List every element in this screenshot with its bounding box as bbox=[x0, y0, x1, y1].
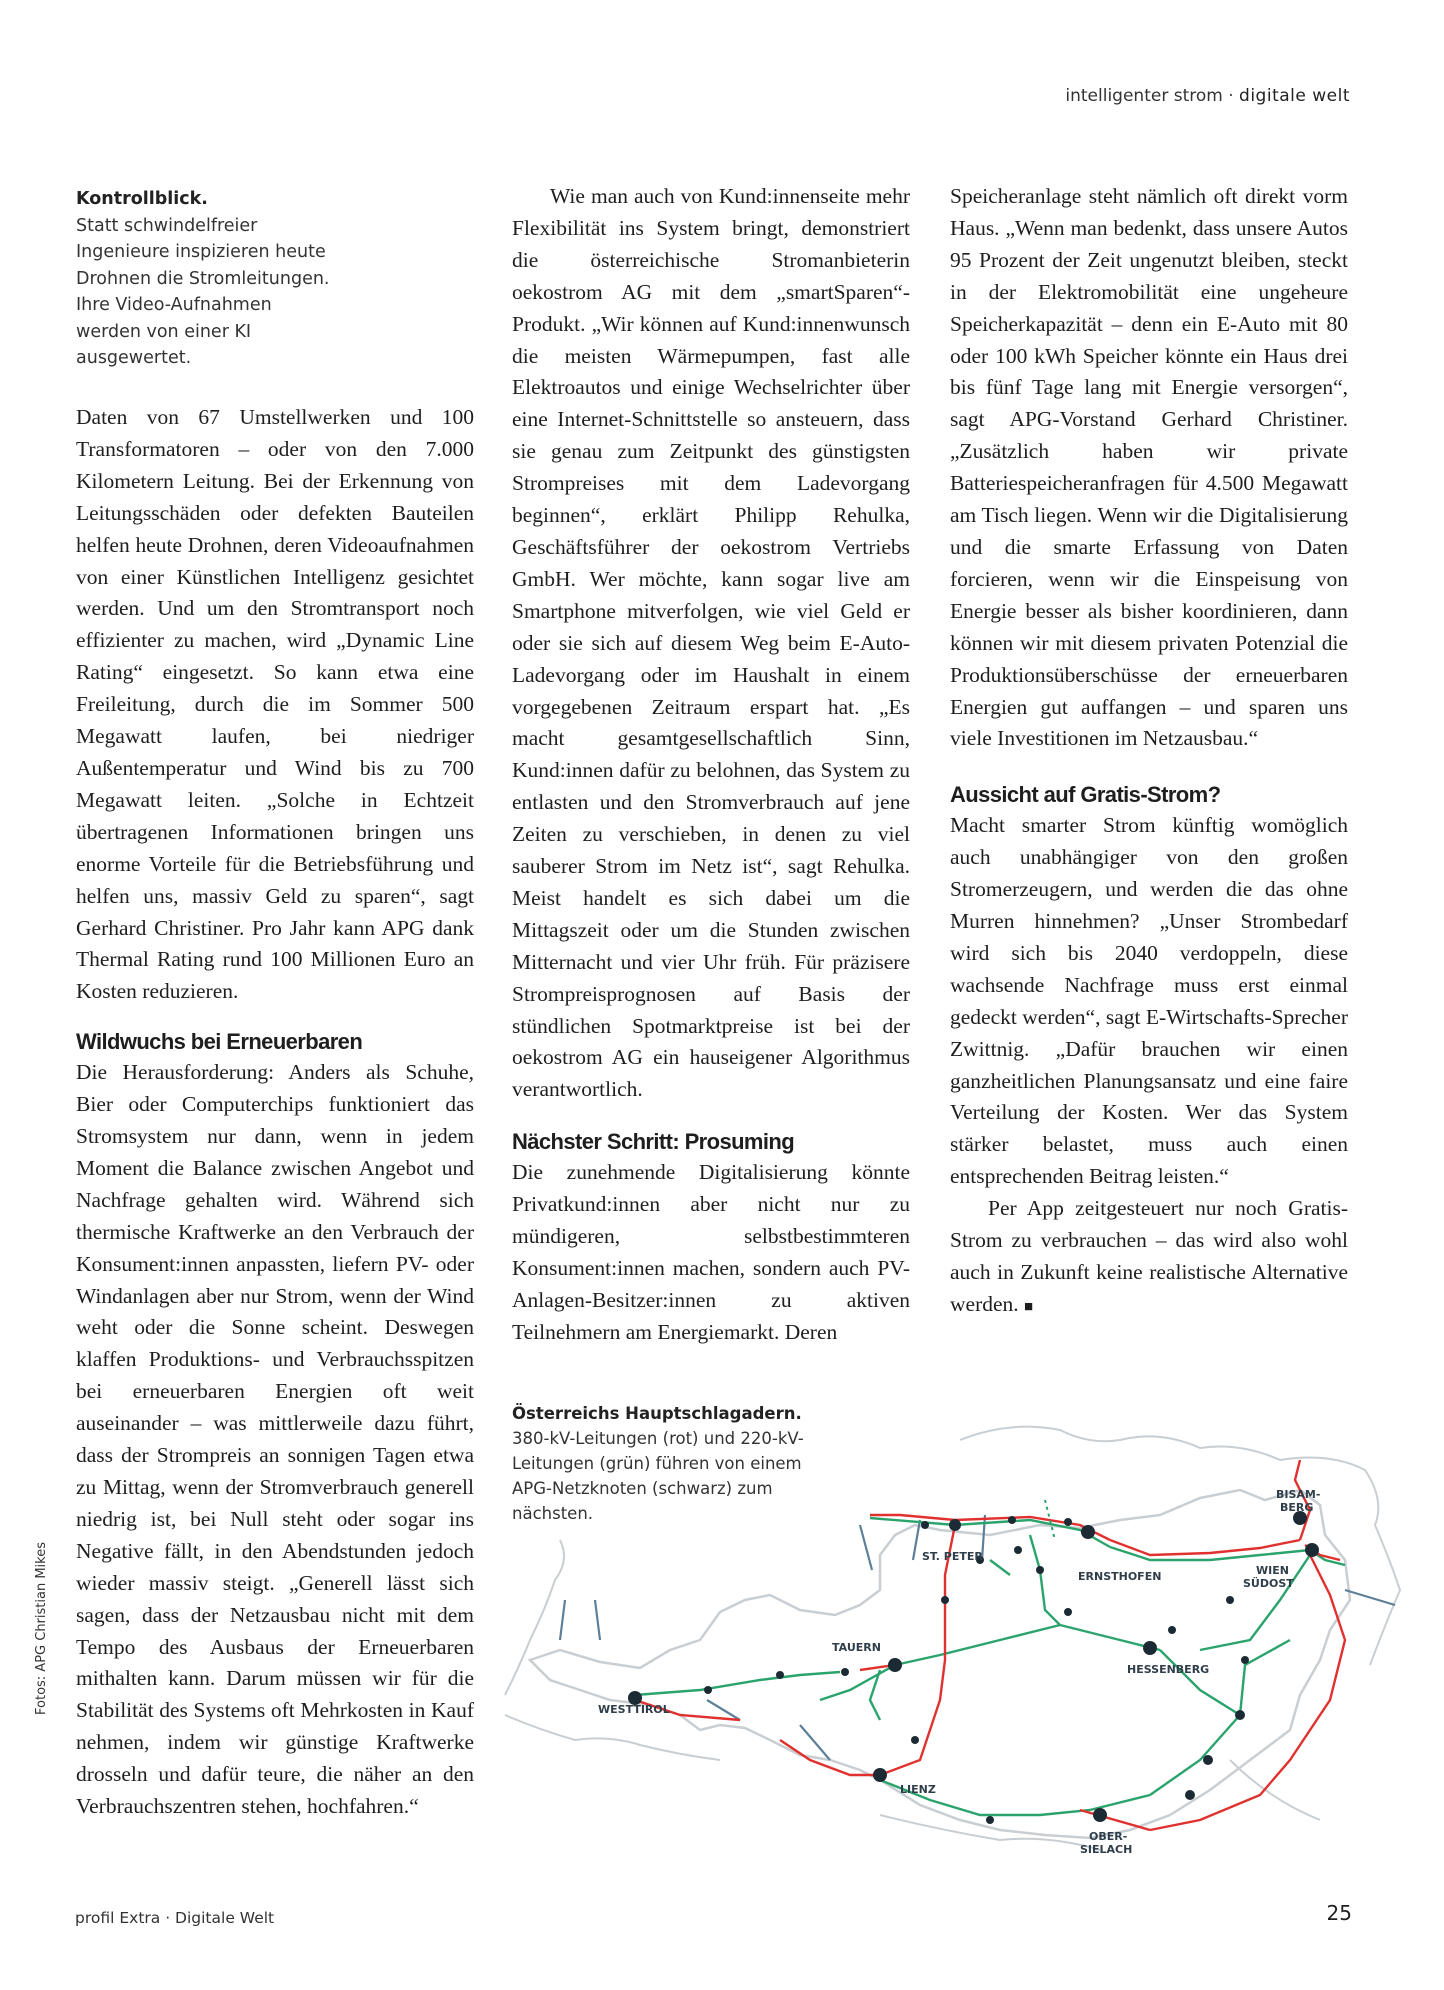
end-mark: ■ bbox=[1024, 1298, 1034, 1315]
subheading: Wildwuchs bei Erneuerbaren bbox=[76, 1029, 363, 1055]
grid-node bbox=[941, 1596, 949, 1604]
label-ernsthofen: ERNSTHOFEN bbox=[1078, 1570, 1162, 1583]
label-obersielach: OBER- bbox=[1089, 1830, 1128, 1843]
section-label: intelligenter strom bbox=[1065, 86, 1223, 106]
map-caption-text: 380-kV-Leitungen (rot) und 220-kV-Leitungen (grün) führen von einem APG-Netzknoten (schwarz) zum nächsten. bbox=[512, 1429, 804, 1523]
running-header bbox=[1065, 86, 1350, 106]
label-bisamberg-2: BERG bbox=[1280, 1501, 1314, 1514]
paragraph: Die zunehmende Digitalisierung könnte Privatkund:innen aber nicht nur zu mündigeren, selbstbestimmteren Konsument:innen machen, sondern auch PV-Anlagen-Besitzer:innen zu aktiven Teilnehmern am Energiemarkt. Deren bbox=[512, 1160, 910, 1344]
subheading: Aussicht auf Gratis-Strom? bbox=[950, 782, 1221, 808]
map-caption-title: Österreichs Hauptschlagadern. bbox=[512, 1404, 802, 1423]
node-ernsthofen bbox=[1081, 1525, 1095, 1539]
label-wien: WIEN bbox=[1256, 1564, 1289, 1577]
node-hessenberg bbox=[1143, 1641, 1157, 1655]
grid-map bbox=[500, 1395, 1410, 1885]
article-column-3 bbox=[950, 181, 1348, 1324]
kv220-lines bbox=[635, 1518, 1345, 1815]
label-hessenberg: HESSENBERG bbox=[1127, 1663, 1210, 1676]
paragraph: Die Herausforderung: Anders als Schuhe, Bier oder Computerchips funktioniert das Stromsystem nur dann, wenn in jedem Moment die Balance zwischen Angebot und Nachfrage gehalten wird. Während sich thermische Kraftwerke an den Verbrauch der Konsument:innen anpassten, liefern PV- oder Windanlagen aber nur Strom, wenn der Wind weht oder die Sonne scheint. Deswegen klaffen Produktions- und Verbrauchsspitzen bei erneuerbaren Energien oft weit auseinander – was mittlerweile dazu führt, dass der Strompreis an sonnigen Tagen etwa zu Mittag, wenn der Stromverbrauch generell niedrig ist, bei Null steht oder sogar ins Negative fällt, in den Abendstunden jedoch wieder massiv steigt. „Generell lässt sich sagen, dass der Netzausbau nicht mit dem Tempo des Ausbaus der Erneuerbaren mithalten kann. Darum müssen wir für die Stabilität des Systems oft Mehrkosten in Kauf nehmen, indem wir günstige Kraftwerke drosseln und dafür teure, die näher an den Verbrauchszentren stehen, hochfahren.“ bbox=[76, 1060, 474, 1819]
photo-caption bbox=[76, 186, 338, 372]
grid-node bbox=[704, 1686, 712, 1694]
map-labels bbox=[598, 1488, 1320, 1856]
grid-node bbox=[1185, 1790, 1195, 1800]
label-lienz: LIENZ bbox=[900, 1783, 936, 1796]
label-obersielach-2: SIELACH bbox=[1080, 1843, 1133, 1856]
label-bisamberg: BISAM- bbox=[1276, 1488, 1321, 1501]
grid-node bbox=[921, 1521, 929, 1529]
grid-node bbox=[986, 1816, 994, 1824]
photo-caption-title: Kontrollblick. bbox=[76, 189, 208, 209]
footer-publication: profil Extra · Digitale Welt bbox=[75, 1909, 275, 1927]
paragraph: Wie man auch von Kund:innenseite mehr Flexibilität ins System bringt, demonstriert die österreichische Stromanbieterin oekostrom AG mit dem „smartSparen“-Produkt. „Wir können auf Kund:innenwunsch die meisten Wärmepumpen, fast alle Elektroautos und einige Wechselrichter über eine Internet-Schnittstelle so ansteuern, dass sie genau zum Zeitpunkt des günstigsten Strompreises mit dem Ladevorgang beginnen“, erklärt Philipp Rehulka, Geschäftsführer der oekostrom Vertriebs GmbH. Wer möchte, kann sogar live am Smartphone mitverfolgen, wie viel Geld er oder sie sich auf diesem Weg beim E-Auto-Ladevorgang oder im Haushalt in einem vorgegebenen Zeitraum erspart hat. „Es macht gesamtgesellschaftlich Sinn, Kund:innen dafür zu belohnen, das System zu entlasten und den Stromverbrauch auf jene Zeiten zu verschieben, in denen zu viel sauberer Strom im Netz ist“, sagt Rehulka. Meist handelt es sich dabei um die Mittagszeit oder um die Stunden zwischen Mitternacht und vier Uhr früh. Für präzisere Strompreisprognosen auf Basis der stündlichen Spotmarktpreise ist bei der oekostrom AG ein hauseigener Algorithmus verantwortlich. bbox=[512, 184, 910, 1102]
subheading: Nächster Schritt: Prosuming bbox=[512, 1129, 795, 1155]
photo-caption-text: Statt schwindelfreier Ingenieure inspizieren heute Drohnen die Stromleitungen. Ihre Video-Aufnahmen werden von einer KI ausgewertet. bbox=[76, 215, 330, 368]
node-obersielach bbox=[1093, 1808, 1107, 1822]
article-column-1 bbox=[76, 402, 474, 1823]
paragraph: Macht smarter Strom künftig womöglich auch unabhängiger von den großen Stromerzeugern, und werden die das ohne Murren hinnehmen? „Unser Strombedarf wird sich bis 2040 verdoppeln, diese wachsende Nachfrage muss erst einmal gedeckt werden“, sagt E-Wirtschafts-Sprecher Zwittnig. „Dafür brauchen wir einen ganzheitlichen Planungsansatz und eine faire Verteilung der Kosten. Wer das System stärker belastet, muss auch einen entsprechenden Beitrag leisten.“ bbox=[950, 813, 1348, 1189]
node-st-peter bbox=[949, 1519, 961, 1531]
grid-node bbox=[776, 1671, 784, 1679]
grid-node bbox=[1064, 1608, 1072, 1616]
header-separator: · bbox=[1222, 86, 1240, 106]
node-tauern bbox=[888, 1658, 902, 1672]
node-wien-suedost bbox=[1305, 1543, 1319, 1557]
grid-node bbox=[1235, 1710, 1245, 1720]
grid-node bbox=[1008, 1516, 1016, 1524]
grid-node bbox=[1226, 1596, 1234, 1604]
grid-node bbox=[911, 1736, 919, 1744]
node-lienz bbox=[873, 1768, 887, 1782]
label-westtirol: WESTTIROL bbox=[598, 1703, 670, 1716]
grid-node bbox=[1014, 1546, 1022, 1554]
photo-credit: Fotos: APG Christian Mikes bbox=[34, 1542, 49, 1715]
grid-node bbox=[1036, 1566, 1044, 1574]
article-column-2 bbox=[512, 181, 910, 1349]
label-st-peter: ST. PETER bbox=[922, 1550, 983, 1563]
section-label-bold: digitale welt bbox=[1239, 86, 1350, 106]
final-text: Per App zeitgesteuert nur noch Gratis-Strom zu verbrauchen – das wird also wohl auch in Zukunft keine realistische Alternative werden. bbox=[950, 1196, 1348, 1316]
grid-node bbox=[1203, 1755, 1213, 1765]
paragraph: Daten von 67 Umstellwerken und 100 Transformatoren – oder von den 7.000 Kilometern Leitung. Bei der Erkennung von Leitungsschäden oder defekten Bauteilen helfen heute Drohnen, deren Videoaufnahmen von einer Künstlichen Intelligenz gesichtet werden. Und um den Stromtransport noch effizienter zu machen, wird „Dynamic Line Rating“ eingesetzt. So kann etwa eine Freileitung, durch die im Sommer 500 Megawatt laufen, bei niedriger Außentemperatur und Wind bis zu 700 Megawatt leiten. „Solche in Echtzeit übertragenen Informationen bringen uns enorme Vorteile für die Betriebsführung und helfen uns, massiv Geld zu sparen“, sagt Gerhard Christiner. Pro Jahr kann APG dank Thermal Rating rund 100 Millionen Euro an Kosten reduzieren. bbox=[76, 405, 474, 1004]
paragraph: Speicheranlage steht nämlich oft direkt vorm Haus. „Wenn man bedenkt, dass unsere Autos 95 Prozent der Zeit ungenutzt bleiben, steckt in der Elektromobilität eine ungeheure Speicherkapazität – denn ein E-Auto mit 80 oder 100 kWh Speicher könnte ein Haus drei bis fünf Tage lang mit Energie versorgen“, sagt APG-Vorstand Gerhard Christiner. „Zusätzlich haben wir private Batteriespeicheranfragen für 4.500 Megawatt am Tisch liegen. Wenn wir die Digitalisierung und die smarte Erfassung von Daten forcieren, wenn wir die Einspeisung von Energie besser als bisher koordinieren, dann können wir mit diesem privaten Potenzial die Produktionsüberschüsse der erneuerbaren Energien gut auffangen – und sparen uns viele Investitionen im Netzausbau.“ bbox=[950, 184, 1348, 751]
grid-node bbox=[1064, 1518, 1072, 1526]
grid-node bbox=[1168, 1626, 1176, 1634]
page-number: 25 bbox=[1326, 1901, 1352, 1925]
grid-node bbox=[1241, 1656, 1249, 1664]
paragraph-final bbox=[950, 1193, 1348, 1324]
grid-node bbox=[841, 1668, 849, 1676]
kv380-lines bbox=[635, 1460, 1345, 1830]
label-wien-2: SÜDOST bbox=[1243, 1577, 1294, 1590]
austria-border bbox=[530, 1490, 1350, 1838]
label-tauern: TAUERN bbox=[832, 1641, 881, 1654]
